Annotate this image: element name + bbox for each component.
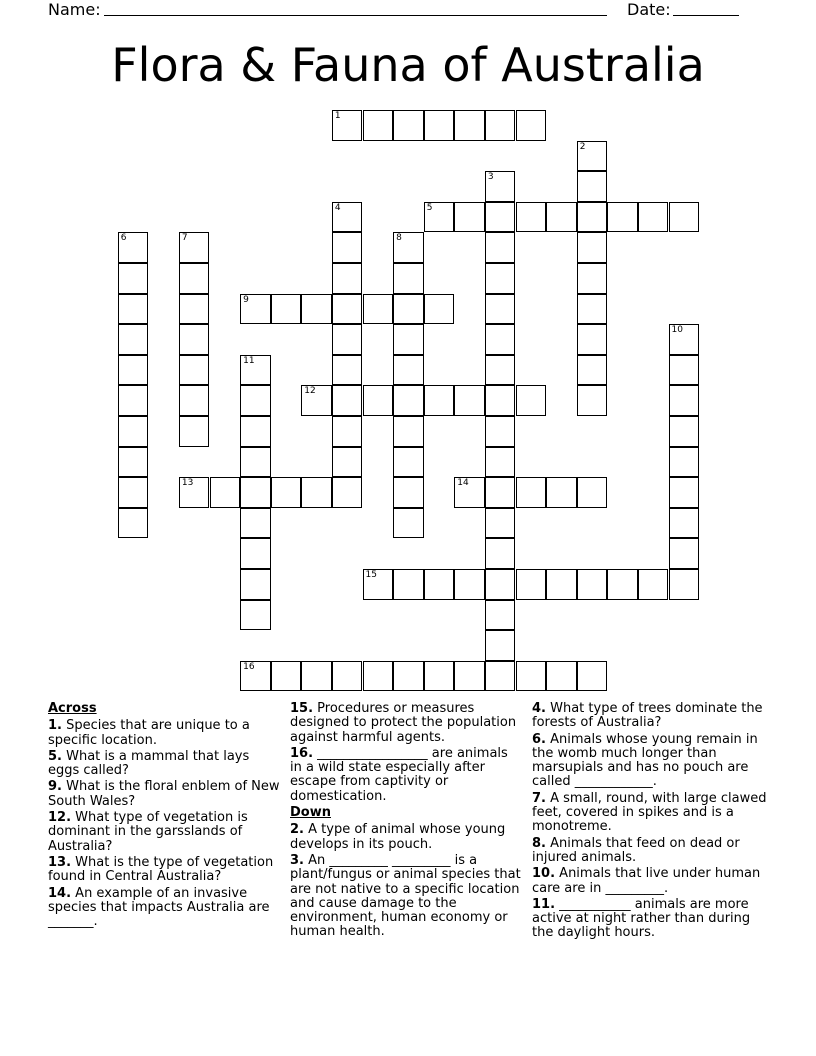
crossword-cell[interactable] [485, 385, 516, 416]
clue-text: Species that are unique to a specific location. [48, 718, 250, 748]
clue-across-16 [290, 747, 522, 804]
crossword-cell[interactable] [485, 294, 516, 325]
clue-down-8 [532, 837, 768, 866]
crossword-cell[interactable] [516, 569, 547, 600]
crossword-cell[interactable] [485, 171, 516, 202]
clue-down-6 [532, 733, 768, 790]
clue-text: ___________ animals are more active at night rather than during the daylight hours. [532, 896, 751, 941]
crossword-cell[interactable] [393, 661, 424, 692]
crossword-cell[interactable] [301, 661, 332, 692]
crossword-cell[interactable] [485, 538, 516, 569]
crossword-cell[interactable] [240, 355, 271, 386]
crossword-cell[interactable] [485, 324, 516, 355]
crossword-cell[interactable] [485, 508, 516, 539]
crossword-cell[interactable] [179, 477, 210, 508]
crossword-cell[interactable] [669, 385, 700, 416]
clue-down-7 [532, 792, 768, 835]
clue-down-11 [532, 898, 768, 941]
crossword-cell[interactable] [516, 202, 547, 233]
crossword-cell[interactable] [393, 569, 424, 600]
clue-number: 10. [532, 866, 556, 882]
crossword-cell[interactable] [393, 416, 424, 447]
clue-number: 15. [290, 701, 314, 716]
crossword-cell[interactable] [240, 416, 271, 447]
clue-number: 6. [532, 731, 546, 747]
crossword-cell[interactable] [363, 661, 394, 692]
clue-number: 4. [532, 701, 546, 716]
clue-text: What is the type of vegetation found in Central Australia? [48, 854, 274, 885]
cell-number: 11 [243, 355, 255, 366]
crossword-cell[interactable] [301, 477, 332, 508]
crossword-cell[interactable] [669, 416, 700, 447]
crossword-cell[interactable] [577, 202, 608, 233]
crossword-cell[interactable] [454, 661, 485, 692]
crossword-cell[interactable] [332, 661, 363, 692]
crossword-cell[interactable] [393, 263, 424, 294]
crossword-cell[interactable] [577, 569, 608, 600]
crossword-cell[interactable] [424, 110, 455, 141]
crossword-cell[interactable] [516, 477, 547, 508]
crossword-cell[interactable] [118, 294, 149, 325]
crossword-cell[interactable] [393, 355, 424, 386]
crossword-cell[interactable] [669, 202, 700, 233]
clue-text: What is the floral enblem of New South Wales? [48, 779, 280, 809]
crossword-cell[interactable] [669, 569, 700, 600]
cell-number: 10 [671, 325, 683, 336]
clue-number: 11. [532, 896, 556, 912]
crossword-cell[interactable] [240, 569, 271, 600]
crossword-cell[interactable] [485, 661, 516, 692]
crossword-cell[interactable] [240, 600, 271, 631]
crossword-cell[interactable] [454, 385, 485, 416]
crossword-cell[interactable] [393, 294, 424, 325]
crossword-cell[interactable] [454, 110, 485, 141]
crossword-cell[interactable] [454, 477, 485, 508]
crossword-cell[interactable] [485, 447, 516, 478]
clues-column-2 [290, 702, 522, 942]
crossword-cell[interactable] [332, 416, 363, 447]
clue-text: A small, round, with large clawed feet, covered in spikes and is a monotreme. [532, 790, 767, 835]
clue-text: An example of an invasive species that impacts Australia are _______. [48, 885, 270, 930]
crossword-cell[interactable] [424, 385, 455, 416]
clue-across-1 [48, 719, 280, 748]
crossword-cell[interactable] [516, 385, 547, 416]
crossword-cell[interactable] [118, 355, 149, 386]
crossword-cell[interactable] [454, 569, 485, 600]
clue-down-2 [290, 823, 522, 852]
crossword-cell[interactable] [301, 385, 332, 416]
clue-number: 16. [290, 745, 314, 761]
crossword-cell[interactable] [669, 355, 700, 386]
crossword-cell[interactable] [332, 324, 363, 355]
crossword-cell[interactable] [577, 232, 608, 263]
clue-text: Animals that feed on dead or injured animals. [532, 835, 740, 865]
clue-down-10 [532, 867, 768, 896]
crossword-cell[interactable] [240, 661, 271, 692]
crossword-cell[interactable] [546, 477, 577, 508]
crossword-cell[interactable] [577, 171, 608, 202]
clue-text: Animals that live under human care are in _________. [532, 866, 761, 896]
crossword-cell[interactable] [485, 477, 516, 508]
clue-text: What type of trees dominate the forests of Australia? [532, 701, 763, 731]
cell-number: 5 [426, 202, 433, 213]
clue-number: 9. [48, 779, 62, 795]
crossword-cell[interactable] [240, 538, 271, 569]
clue-across-9 [48, 780, 280, 809]
crossword-cell[interactable] [577, 141, 608, 172]
clue-text: What is a mammal that lays eggs called? [48, 748, 250, 779]
clues-column-1 [48, 702, 280, 931]
clue-number: 12. [48, 810, 72, 826]
crossword-cell[interactable] [118, 416, 149, 447]
crossword-cell[interactable] [118, 324, 149, 355]
cell-number: 7 [181, 233, 188, 244]
cell-number: 3 [487, 172, 494, 183]
crossword-cell[interactable] [393, 447, 424, 478]
crossword-cell[interactable] [240, 447, 271, 478]
crossword-cell[interactable] [669, 477, 700, 508]
crossword-cell[interactable] [363, 110, 394, 141]
crossword-cell[interactable] [546, 202, 577, 233]
clue-text: What type of vegetation is dominant in the garsslands of Australia? [48, 810, 248, 854]
crossword-cell[interactable] [485, 600, 516, 631]
clue-number: 1. [48, 718, 62, 734]
crossword-cell[interactable] [332, 477, 363, 508]
crossword-cell[interactable] [638, 202, 669, 233]
clue-number: 8. [532, 835, 546, 851]
crossword-cell[interactable] [332, 110, 363, 141]
crossword-cell[interactable] [118, 263, 149, 294]
cell-number: 14 [457, 478, 469, 489]
crossword-cell[interactable] [118, 477, 149, 508]
cell-number: 16 [243, 661, 255, 672]
crossword-cell[interactable] [577, 661, 608, 692]
crossword-cell[interactable] [546, 661, 577, 692]
crossword-cell[interactable] [240, 508, 271, 539]
cell-number: 6 [120, 233, 127, 244]
crossword-cell[interactable] [210, 477, 241, 508]
cell-number: 1 [334, 111, 341, 121]
clue-across-15 [290, 702, 522, 745]
down-heading: Down [290, 805, 331, 821]
cell-number: 4 [334, 202, 341, 213]
cell-number: 12 [304, 386, 316, 397]
name-label: Name: [48, 0, 101, 19]
clue-across-14 [48, 887, 280, 930]
crossword-cell[interactable] [332, 355, 363, 386]
clue-number: 5. [48, 748, 62, 764]
clue-down-3 [290, 854, 522, 940]
crossword-cell[interactable] [118, 385, 149, 416]
clue-text: _________________ are animals in a wild state especially after escape from captivity or domestication. [290, 745, 508, 804]
crossword-cell[interactable] [577, 263, 608, 294]
crossword-cell[interactable] [577, 294, 608, 325]
clue-text: A type of animal whose young develops in its pouch. [290, 822, 506, 852]
crossword-cell[interactable] [363, 569, 394, 600]
crossword-cell[interactable] [516, 110, 547, 141]
crossword-cell[interactable] [179, 263, 210, 294]
clues-section [0, 700, 816, 1040]
clue-text: An _________ _________ is a plant/fungus or animal species that are not native to a specific location and cause damage to the environment, human economy or human health. [290, 852, 521, 940]
crossword-cell[interactable] [393, 110, 424, 141]
crossword-cell[interactable] [485, 355, 516, 386]
crossword-cell[interactable] [393, 477, 424, 508]
page-title: Flora & Fauna of Australia [111, 38, 705, 92]
crossword-cell[interactable] [332, 385, 363, 416]
crossword-cell[interactable] [638, 569, 669, 600]
crossword-cell[interactable] [454, 202, 485, 233]
crossword-cell[interactable] [607, 202, 638, 233]
clue-across-12 [48, 811, 280, 854]
crossword-cell[interactable] [393, 508, 424, 539]
crossword-cell[interactable] [485, 232, 516, 263]
clue-text: Animals whose young remain in the womb much longer than marsupials and has no pouch are called ____________. [532, 731, 758, 790]
cell-number: 8 [396, 233, 402, 244]
crossword-cell[interactable] [669, 508, 700, 539]
cell-number: 2 [579, 141, 586, 152]
crossword-cell[interactable] [363, 294, 394, 325]
across-heading: Across [48, 701, 97, 716]
crossword-cell[interactable] [393, 232, 424, 263]
crossword-cell[interactable] [393, 324, 424, 355]
clue-down-4 [532, 702, 768, 731]
crossword-cell[interactable] [240, 294, 271, 325]
clue-text: Procedures or measures designed to protect the population against harmful agents. [290, 701, 517, 745]
crossword-cell[interactable] [118, 232, 149, 263]
crossword-cell[interactable] [332, 447, 363, 478]
clues-column-3 [532, 702, 768, 943]
cell-number: 15 [365, 570, 377, 580]
crossword-cell[interactable] [516, 661, 547, 692]
crossword-cell[interactable] [179, 385, 210, 416]
crossword-cell[interactable] [118, 508, 149, 539]
crossword-cell[interactable] [240, 477, 271, 508]
crossword-cell[interactable] [577, 477, 608, 508]
crossword-cell[interactable] [332, 232, 363, 263]
clue-number: 3. [290, 852, 304, 868]
crossword-cell[interactable] [118, 447, 149, 478]
crossword-cell[interactable] [669, 538, 700, 569]
crossword-cell[interactable] [607, 569, 638, 600]
crossword-cell[interactable] [179, 232, 210, 263]
crossword-cell[interactable] [393, 385, 424, 416]
crossword-cell[interactable] [240, 385, 271, 416]
crossword-cell[interactable] [424, 202, 455, 233]
crossword-cell[interactable] [179, 324, 210, 355]
crossword-cell[interactable] [332, 202, 363, 233]
crossword-cell[interactable] [485, 416, 516, 447]
crossword-cell[interactable] [669, 447, 700, 478]
cell-number: 9 [243, 294, 249, 305]
clue-across-5 [48, 750, 280, 779]
crossword-cell[interactable] [271, 294, 302, 325]
crossword-cell[interactable] [179, 416, 210, 447]
crossword-cell[interactable] [179, 355, 210, 386]
crossword-cell[interactable] [179, 294, 210, 325]
crossword-cell[interactable] [546, 569, 577, 600]
crossword-cell[interactable] [577, 385, 608, 416]
crossword-cell[interactable] [485, 263, 516, 294]
crossword-cell[interactable] [485, 110, 516, 141]
crossword-cell[interactable] [485, 569, 516, 600]
crossword-cell[interactable] [669, 324, 700, 355]
crossword-cell[interactable] [332, 263, 363, 294]
crossword-cell[interactable] [424, 661, 455, 692]
crossword-cell[interactable] [332, 294, 363, 325]
crossword-cell[interactable] [485, 630, 516, 661]
crossword-cell[interactable] [271, 661, 302, 692]
clue-number: 13. [48, 854, 72, 870]
clue-number: 7. [532, 790, 546, 806]
clue-number: 14. [48, 885, 72, 901]
date-label: Date: [627, 0, 671, 19]
crossword-cell[interactable] [424, 569, 455, 600]
crossword-cell[interactable] [577, 355, 608, 386]
crossword-cell[interactable] [485, 202, 516, 233]
clue-number: 2. [290, 822, 304, 838]
crossword-cell[interactable] [363, 385, 394, 416]
crossword-cell[interactable] [301, 294, 332, 325]
crossword-cell[interactable] [271, 477, 302, 508]
clue-across-13 [48, 856, 280, 885]
crossword-cell[interactable] [424, 294, 455, 325]
crossword-cell[interactable] [577, 324, 608, 355]
cell-number: 13 [181, 478, 194, 489]
